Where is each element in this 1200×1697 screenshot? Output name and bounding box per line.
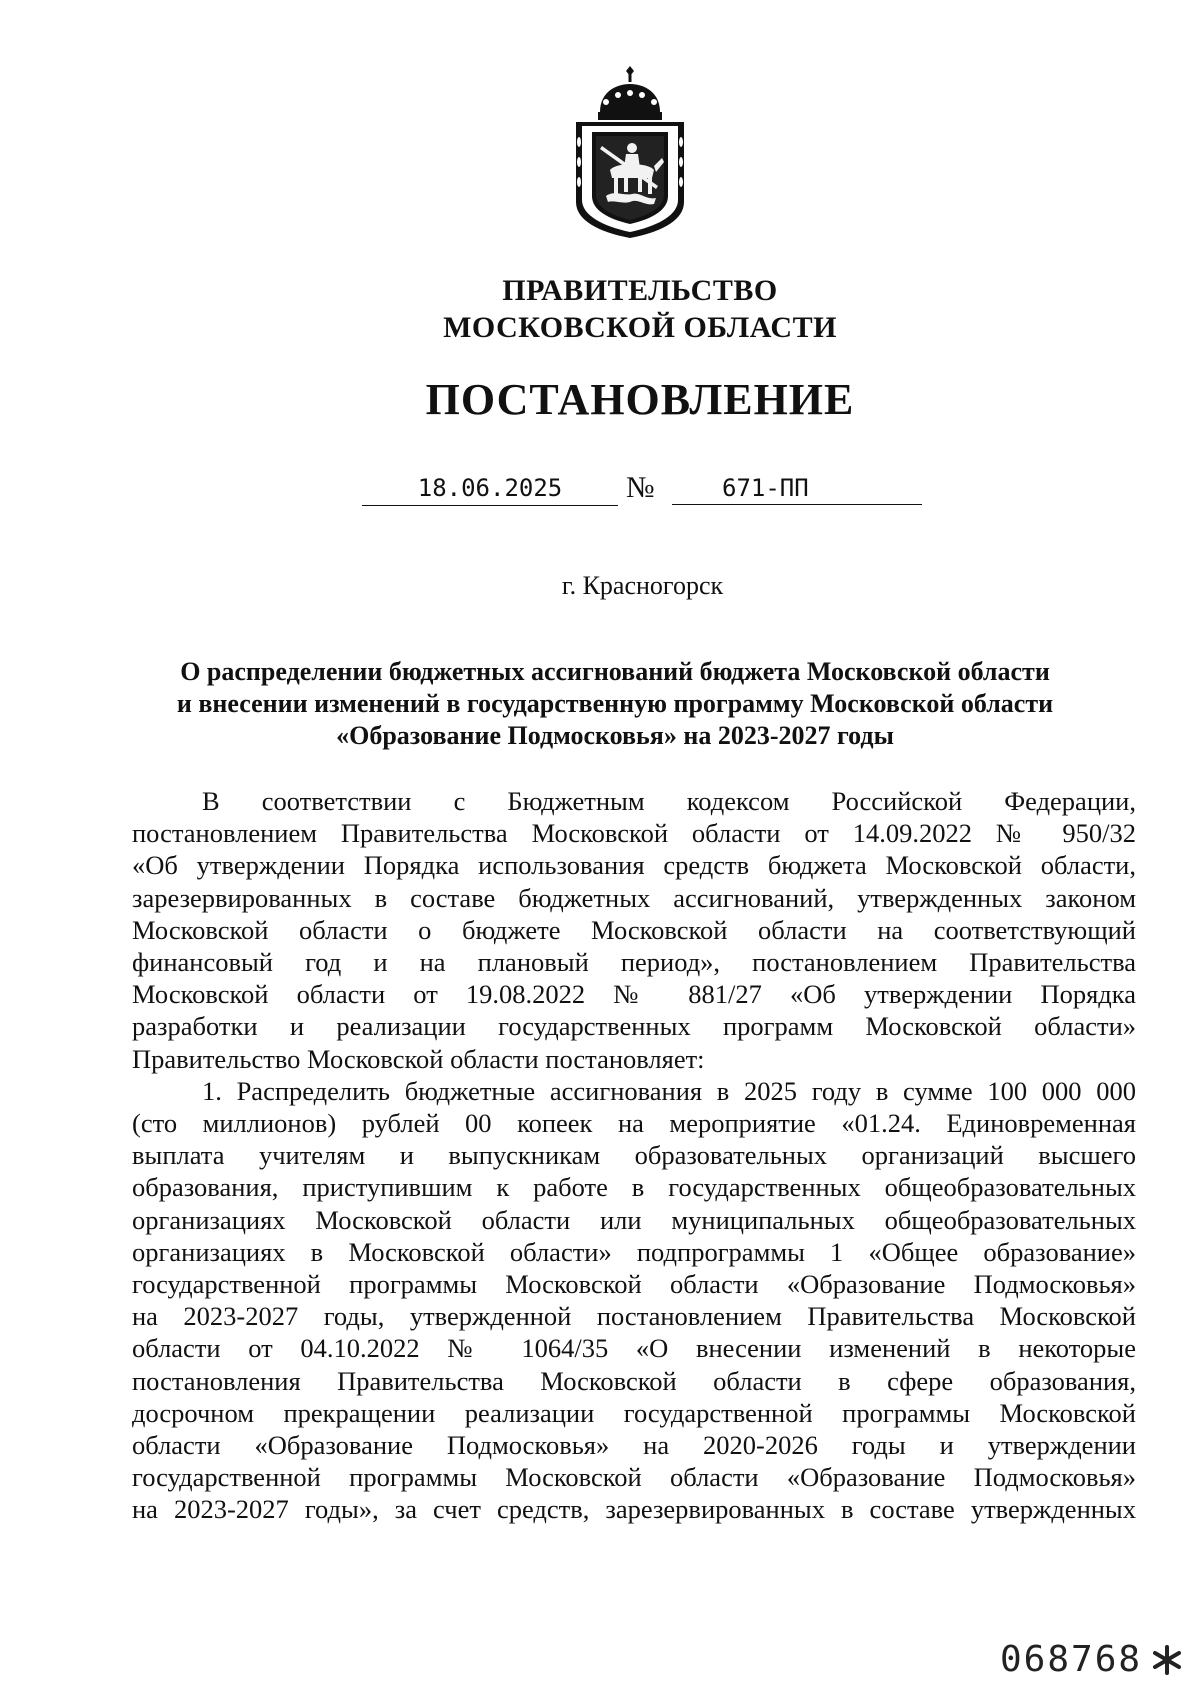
coat-of-arms-emblem bbox=[566, 62, 694, 240]
asterisk-icon bbox=[1150, 1643, 1184, 1677]
body-line: организациях в Московской области» подпрограммы 1 «Общее образование» bbox=[132, 1236, 1136, 1267]
body-line: В соответствии с Бюджетным кодексом Российской Федерации, bbox=[202, 786, 1136, 816]
body-line: финансовый год и на плановый период», постановлением Правительства bbox=[132, 947, 1136, 978]
body-line: на 2023-2027 годы», за счет средств, зарезервированных в составе утвержденных bbox=[132, 1494, 1136, 1525]
body-line: разработки и реализации государственных программ Московской области» bbox=[132, 1011, 1136, 1042]
serial-number: 068768 bbox=[1000, 1639, 1143, 1680]
title-line: и внесении изменений в государственную программу Московской области bbox=[176, 689, 1054, 718]
document-type-heading: ПОСТАНОВЛЕНИЕ bbox=[425, 375, 855, 424]
document-body bbox=[132, 785, 1136, 1526]
title-line: «Образование Подмосковья» на 2023-2027 годы bbox=[336, 721, 894, 750]
body-line: Московской области о бюджете Московской области на соответствующий bbox=[132, 914, 1136, 945]
body-line: государственной программы Московской области «Образование Подмосковья» bbox=[132, 1462, 1136, 1493]
registration-row bbox=[0, 472, 1200, 512]
body-line: постановления Правительства Московской области в сфере образования, bbox=[132, 1365, 1136, 1396]
title-line: О распределении бюджетных ассигнований бюджета Московской области bbox=[180, 657, 1050, 686]
registration-number: 671-ПП bbox=[672, 472, 922, 505]
body-line: досрочном прекращении реализации государственной программы Московской bbox=[132, 1397, 1136, 1428]
body-line: области от 04.10.2022 № 1064/35 «О внесении изменений в некоторые bbox=[132, 1333, 1136, 1364]
body-line: образования, приступившим к работе в государственных общеобразовательных bbox=[132, 1172, 1136, 1203]
body-line: государственной программы Московской области «Образование Подмосковья» bbox=[132, 1269, 1136, 1300]
body-line: постановлением Правительства Московской области от 14.09.2022 № 950/32 bbox=[132, 818, 1136, 849]
body-line: «Об утверждении Порядка использования средств бюджета Московской области, bbox=[132, 850, 1136, 881]
body-line: выплата учителям и выпускникам образовательных организаций высшего bbox=[132, 1140, 1136, 1171]
document-title bbox=[135, 656, 1095, 752]
body-line: организациях Московской области или муниципальных общеобразовательных bbox=[132, 1204, 1136, 1235]
body-line: Правительство Московской области постановляет: bbox=[132, 1043, 705, 1074]
body-line: на 2023-2027 годы, утвержденной постановлением Правительства Московской bbox=[132, 1301, 1136, 1332]
body-line: зарезервированных в составе бюджетных ассигнований, утвержденных законом bbox=[132, 882, 1136, 913]
government-name-line1: ПРАВИТЕЛЬСТВО bbox=[502, 274, 778, 307]
body-line: (сто миллионов) рублей 00 копеек на мероприятие «01.24. Единовременная bbox=[132, 1108, 1136, 1139]
city-name: г. Красногорск bbox=[561, 571, 724, 600]
body-line: 1. Распределить бюджетные ассигнования в 2025 году в сумме 100 000 000 bbox=[202, 1075, 1136, 1106]
government-name-line2: МОСКОВСКОЙ ОБЛАСТИ bbox=[443, 311, 837, 344]
body-line: области «Образование Подмосковья» на 2020-2026 годы и утверждении bbox=[132, 1430, 1136, 1461]
number-sign: № bbox=[626, 471, 655, 504]
body-line: Московской области от 19.08.2022 № 881/27 «Об утверждении Порядка bbox=[132, 979, 1136, 1010]
registration-date: 18.06.2025 bbox=[362, 472, 618, 506]
